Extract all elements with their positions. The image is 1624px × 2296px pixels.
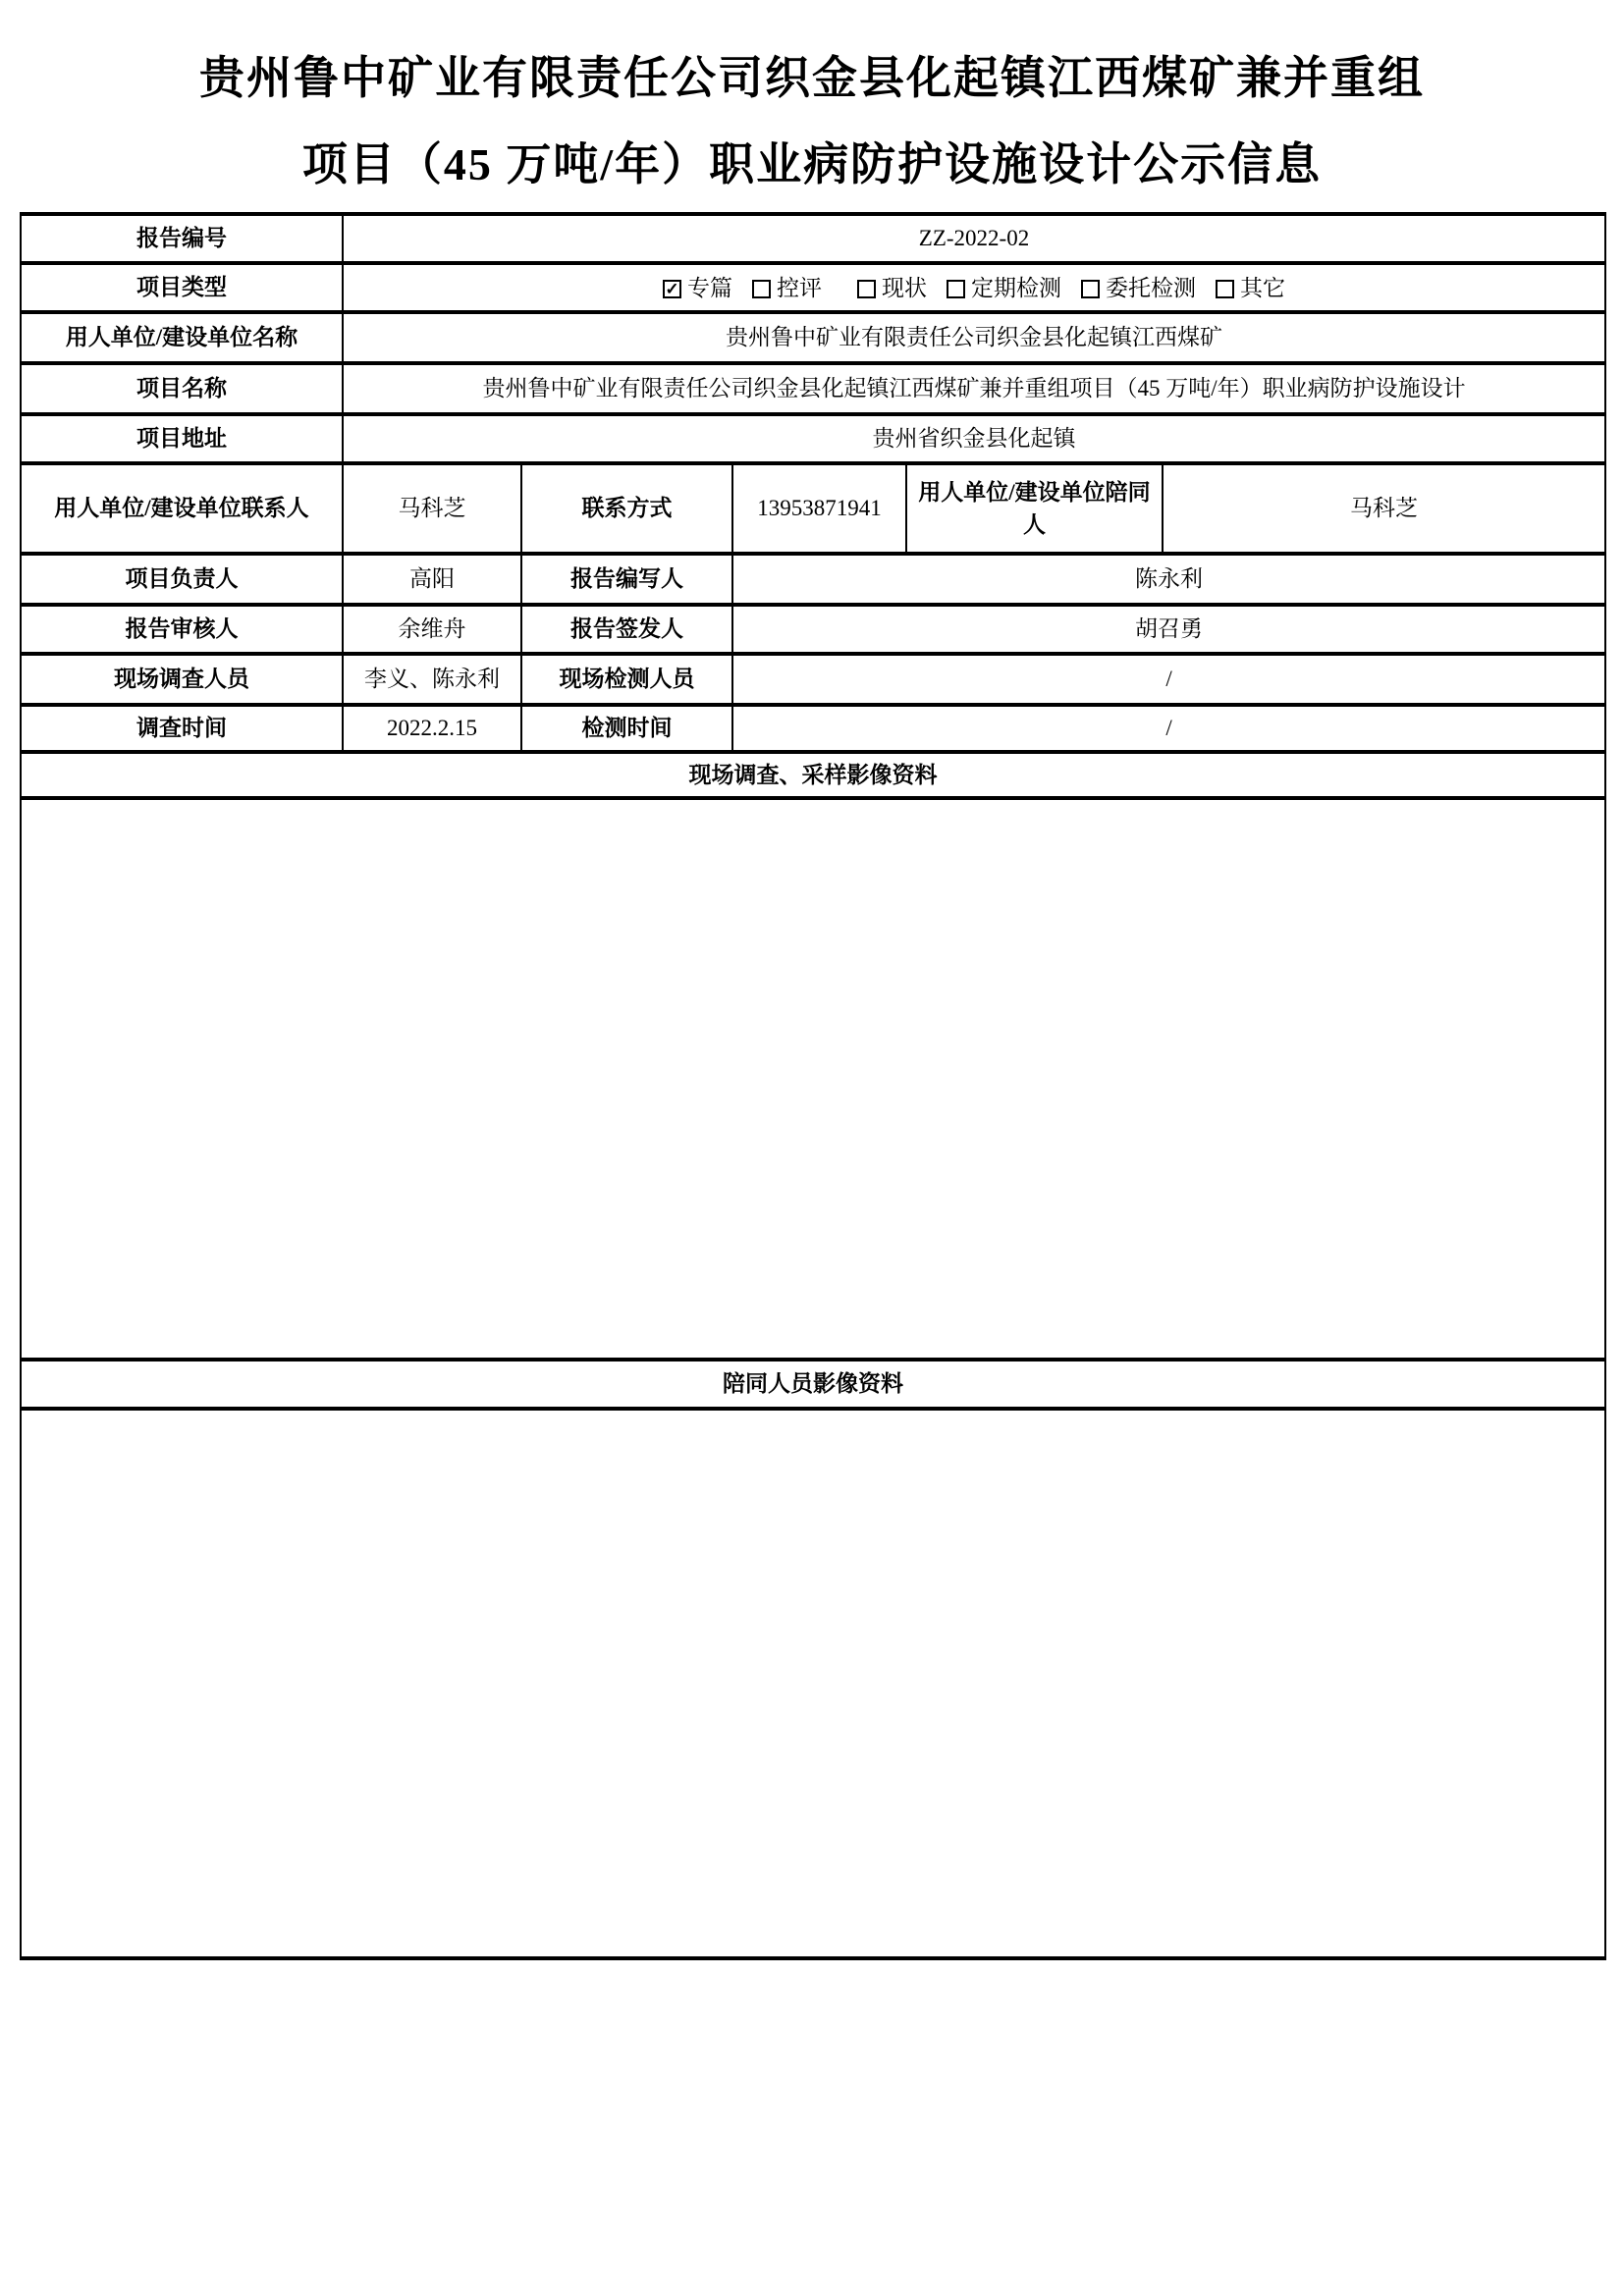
employer-name-value: 贵州鲁中矿业有限责任公司织金县化起镇江西煤矿 <box>343 312 1605 363</box>
employer-name-row <box>21 312 1605 363</box>
time-row <box>21 705 1605 752</box>
report-issuer-value: 胡召勇 <box>732 605 1605 654</box>
project-type-option-label: 定期检测 <box>971 276 1062 301</box>
contact-value: 马科芝 <box>343 463 521 554</box>
report-writer-value: 陈永利 <box>732 554 1605 605</box>
unchecked-checkbox-icon <box>1216 280 1234 298</box>
test-staff-value: / <box>732 654 1605 705</box>
escort-media-header-row <box>21 1360 1605 1409</box>
unchecked-checkbox-icon <box>857 280 876 298</box>
project-leader-label: 项目负责人 <box>21 554 343 605</box>
project-address-value: 贵州省织金县化起镇 <box>343 414 1605 463</box>
project-name-value: 贵州鲁中矿业有限责任公司织金县化起镇江西煤矿兼并重组项目（45 万吨/年）职业病防护设施设计 <box>343 363 1605 414</box>
survey-staff-value: 李义、陈永利 <box>343 654 521 705</box>
unchecked-checkbox-icon <box>947 280 965 298</box>
project-type-options <box>343 263 1605 312</box>
escort-media-area-row <box>21 1409 1605 1958</box>
contact-label: 用人单位/建设单位联系人 <box>21 463 343 554</box>
report-writer-label: 报告编写人 <box>521 554 732 605</box>
project-type-option <box>1081 272 1196 304</box>
project-type-option-label: 现状 <box>882 276 928 301</box>
report-no-row <box>21 214 1605 263</box>
project-type-option-label: 委托检测 <box>1106 276 1197 301</box>
test-time-value: / <box>732 705 1605 752</box>
unchecked-checkbox-icon <box>1081 280 1100 298</box>
test-staff-label: 现场检测人员 <box>521 654 732 705</box>
phone-value: 13953871941 <box>732 463 906 554</box>
review-row <box>21 605 1605 654</box>
escort-media-area <box>21 1409 1605 1958</box>
survey-staff-label: 现场调查人员 <box>21 654 343 705</box>
report-no-label: 报告编号 <box>21 214 343 263</box>
report-no-value: ZZ-2022-02 <box>343 214 1605 263</box>
contact-row <box>21 463 1605 554</box>
escort-value: 马科芝 <box>1163 463 1605 554</box>
document-title <box>0 0 1624 208</box>
project-type-option <box>752 272 822 304</box>
report-reviewer-label: 报告审核人 <box>21 605 343 654</box>
project-leader-value: 高阳 <box>343 554 521 605</box>
survey-media-area-row <box>21 798 1605 1360</box>
project-address-label: 项目地址 <box>21 414 343 463</box>
unchecked-checkbox-icon <box>752 280 771 298</box>
project-info-table <box>20 212 1606 1960</box>
survey-media-header-row <box>21 752 1605 798</box>
survey-media-area <box>21 798 1605 1360</box>
project-address-row <box>21 414 1605 463</box>
project-type-option-label: 专篇 <box>687 276 733 301</box>
test-time-label: 检测时间 <box>521 705 732 752</box>
document-title-line1: 贵州鲁中矿业有限责任公司织金县化起镇江西煤矿兼并重组 <box>199 53 1425 103</box>
project-type-option-label: 控评 <box>777 276 823 301</box>
project-type-option <box>1216 272 1285 304</box>
project-type-option <box>947 272 1061 304</box>
project-type-option-label: 其它 <box>1240 276 1286 301</box>
report-reviewer-value: 余维舟 <box>343 605 521 654</box>
project-type-option <box>857 272 927 304</box>
survey-media-header: 现场调查、采样影像资料 <box>21 752 1605 798</box>
project-type-label: 项目类型 <box>21 263 343 312</box>
project-type-row <box>21 263 1605 312</box>
survey-staff-row <box>21 654 1605 705</box>
report-issuer-label: 报告签发人 <box>521 605 732 654</box>
leader-row <box>21 554 1605 605</box>
checked-checkbox-icon: ✓ <box>663 280 681 298</box>
document-title-line2: 项目（45 万吨/年）职业病防护设施设计公示信息 <box>301 139 1323 189</box>
project-name-row <box>21 363 1605 414</box>
escort-media-header: 陪同人员影像资料 <box>21 1360 1605 1409</box>
escort-label: 用人单位/建设单位陪同人 <box>906 463 1163 554</box>
survey-time-value: 2022.2.15 <box>343 705 521 752</box>
project-type-option <box>663 272 732 304</box>
phone-label: 联系方式 <box>521 463 732 554</box>
employer-name-label: 用人单位/建设单位名称 <box>21 312 343 363</box>
project-name-label: 项目名称 <box>21 363 343 414</box>
survey-time-label: 调查时间 <box>21 705 343 752</box>
